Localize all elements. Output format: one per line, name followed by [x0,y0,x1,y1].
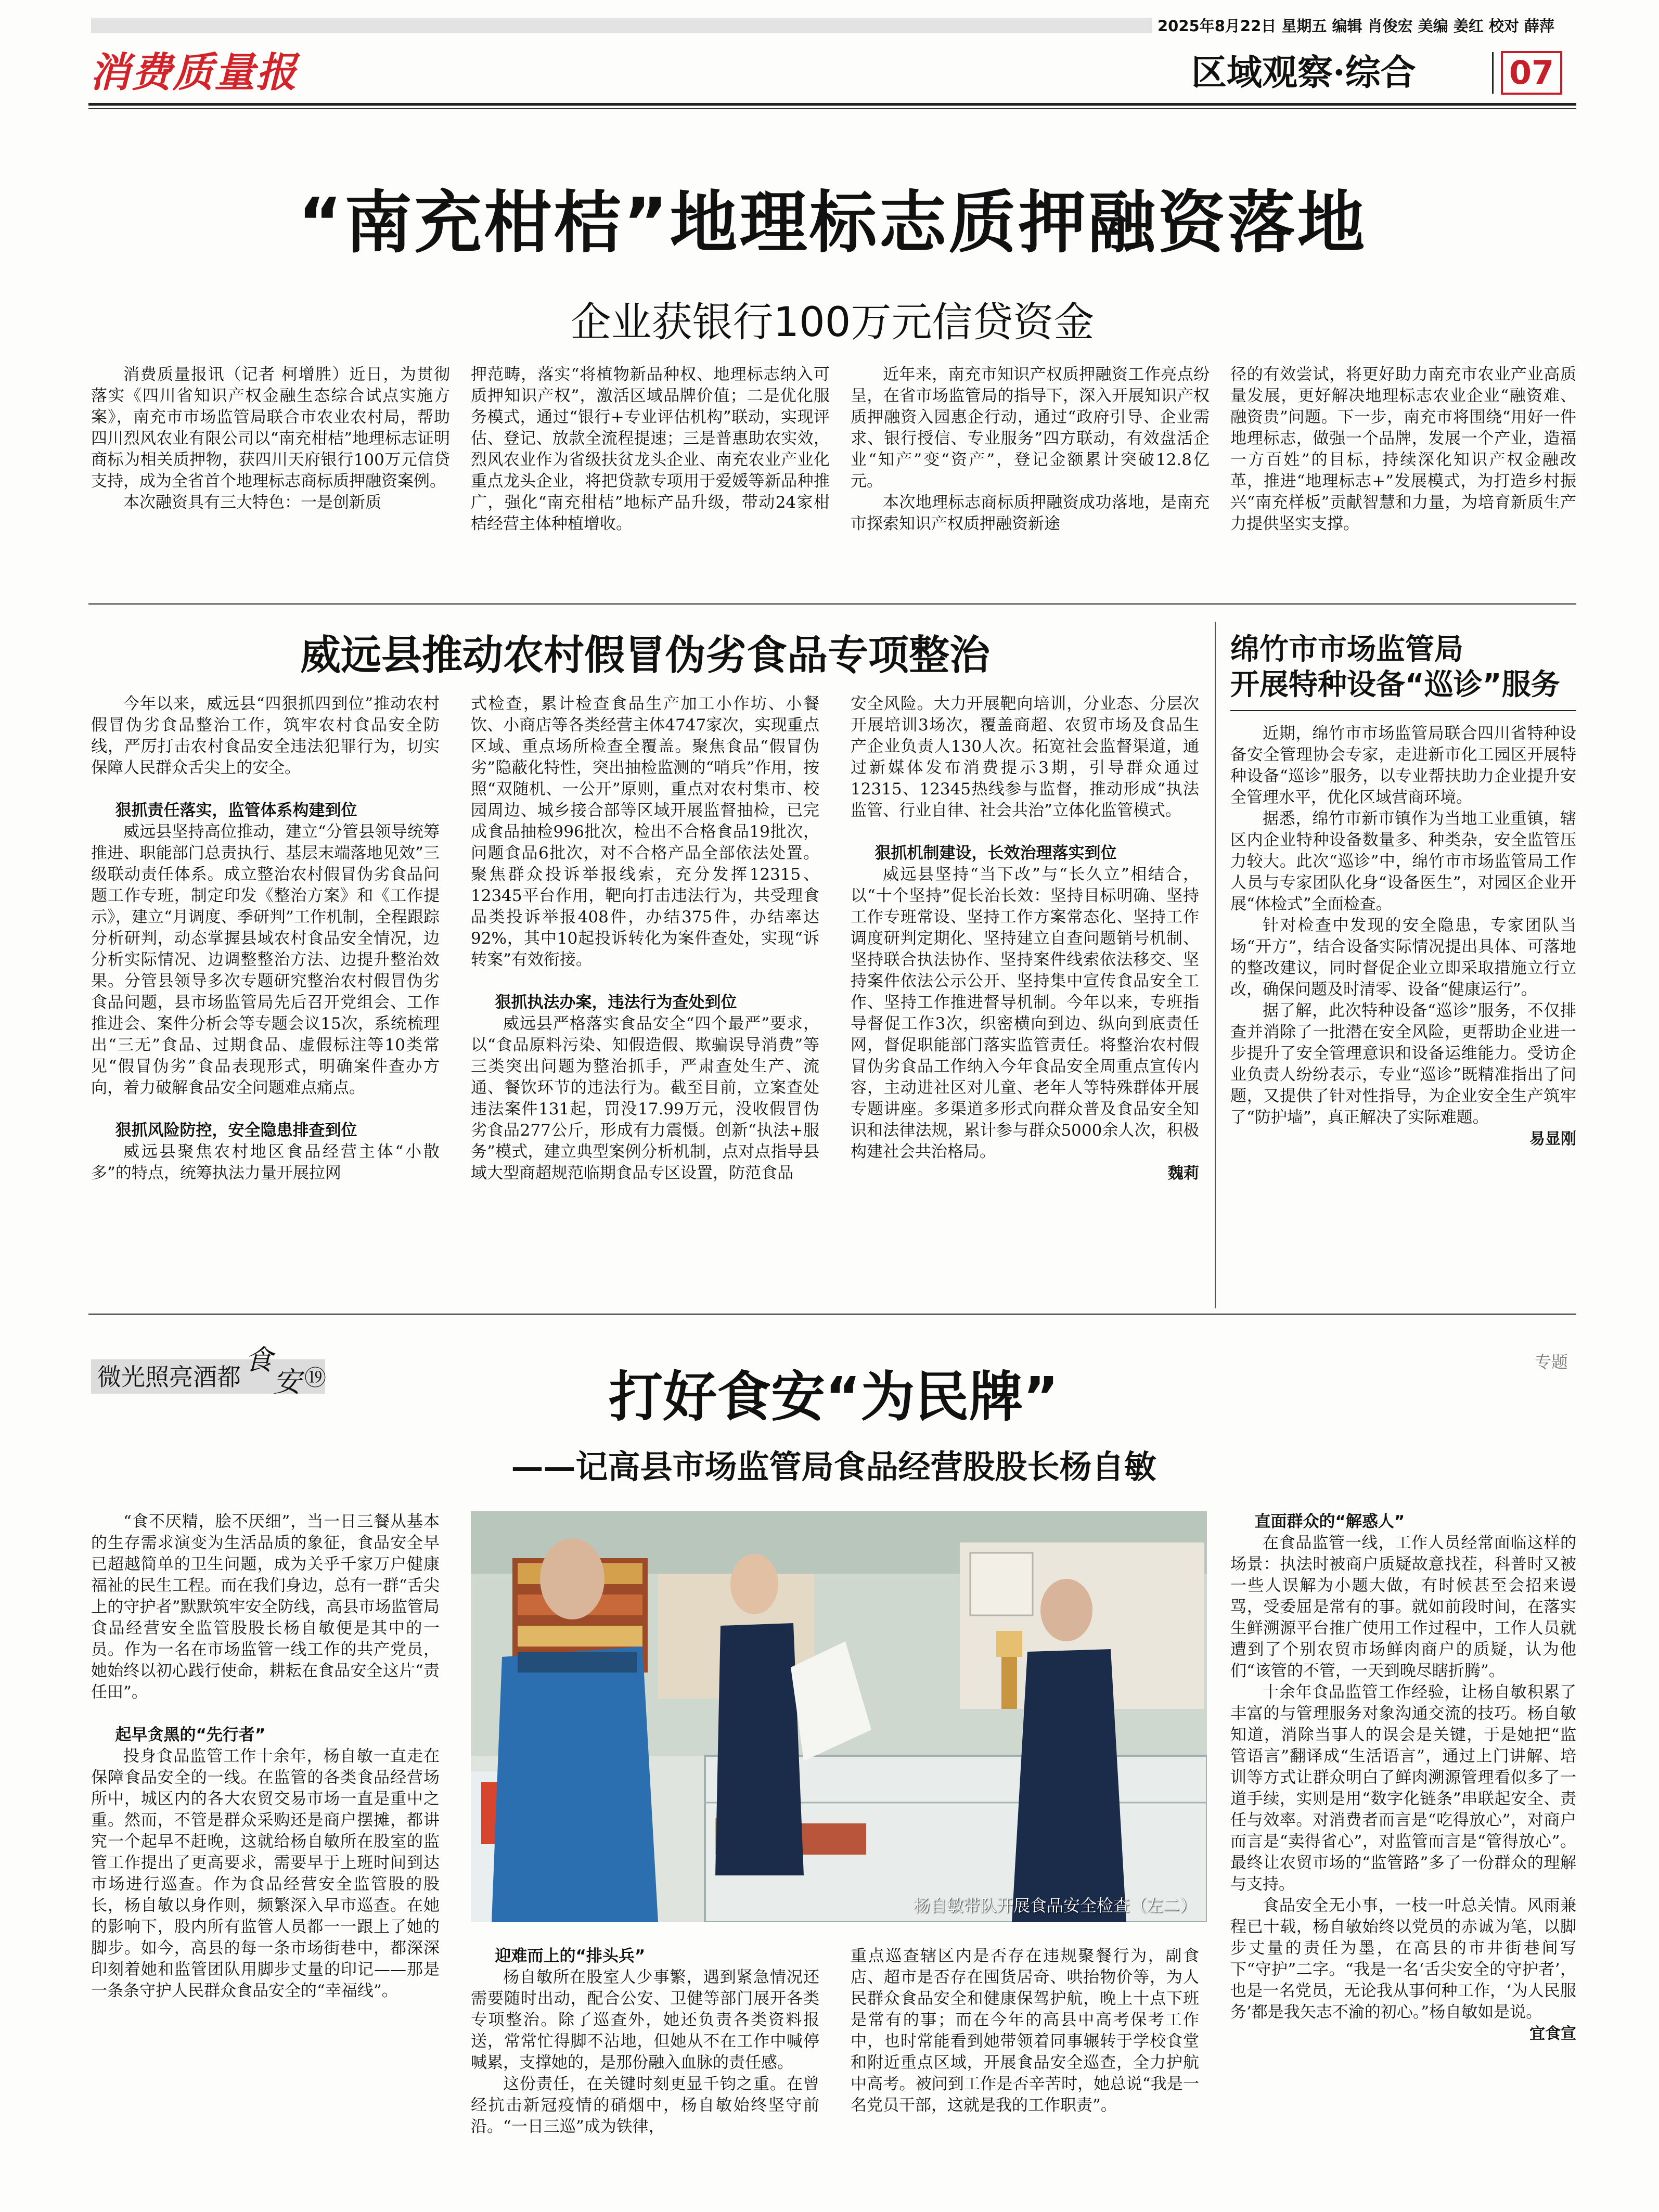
news-photo [471,1511,1207,1922]
story1-paragraph: 本次地理标志商标质押融资成功落地，是南充市探索知识产权质押融资新途 [851,493,1210,533]
header-rule [88,103,1576,106]
story1-paragraph: 本次融资具有三大特色：一是创新质 [123,493,381,512]
story1-column-2 [471,364,830,535]
story4-subheading: 直面群众的“解惑人” [1254,1512,1405,1531]
story4-paragraph: 重点巡查辖区内是否存在违规聚餐行为，副食店、超市是否存在囤货居奇、哄抬物价等，为人民群众食品安全和健康保驾护航，晚上十点下班是常有的事；而在今年的高县中高考保考工作中，也时常能看到她带领着同事辗转于学校食堂和附近重点区域，开展食品安全巡查，全力护航中高考。被问到工作是否辛苦时，她总说“我是一名党员干部，这就是我的工作职责”。 [851,1947,1199,2115]
story4-subtitle: ——记高县市场监管局食品经营股股长杨自敏 [511,1448,1156,1486]
badge-number: ⑲ [304,1365,327,1391]
story3-byline: 易显刚 [1529,1130,1576,1148]
section-divider [1492,52,1494,94]
story2-bottom-rule [88,1314,1576,1315]
badge-char-2: 安 [273,1366,301,1398]
badge-text: 微光照亮酒都 [97,1363,241,1391]
story4-paragraph: 这份责任，在关键时刻更显千钧之重。在曾经抗击新冠疫情的硝烟中，杨自敏始终坚守前沿。“一日三巡”成为铁律， [471,2075,819,2136]
story4-subheading: 起早贪黑的“先行者” [115,1726,266,1744]
story3-paragraph: 近期，绵竹市市场监管局联合四川省特种设备安全管理协会专家，走进新市化工园区开展特种设备“巡诊”服务，以专业帮扶助力企业提升安全管理水平，优化区域营商环境。 [1230,724,1576,807]
story2-subheading: 狠抓风险防控，安全隐患排查到位 [115,1121,357,1140]
section-name: 区域观察·综合 [1191,52,1416,94]
story2-paragraph: 威远县坚持高位推动，建立“分管县领导统筹推进、职能部门总责执行、基层末端落地见效”三级联动责任体系。成立整治农村假冒伪劣食品问题工作专班，制定印发《整治方案》和《工作提示》，建立“月调度、季研判”工作机制，全程跟踪分析研判，动态掌握县域农村食品安全情况，边分析实际情况、边调整整治方法、边提升整治效果。分管县领导多次专题研究整治农村假冒伪劣食品问题，县市场监管局先后召开党组会、工作推进会、案件分析会等专题会议15次，系统梳理出“三无”食品、过期食品、虚假标注等10类常见“假冒伪劣”食品表现形式，明确案件查办方向，着力破解食品安全问题难点痛点。 [91,822,440,1097]
story2-title: 威远县推动农村假冒伪劣食品专项整治 [300,632,990,679]
story1-column-1 [91,364,450,513]
story1-column-3 [851,364,1210,535]
story1-column-4 [1230,364,1576,535]
page-number-box [1501,51,1562,95]
story3-title-rule [1230,710,1576,711]
story3-title-line-1: 绵竹市市场监管局 [1230,633,1463,666]
story4-paragraph: 食品安全无小事，一枝一叶总关情。风雨兼程已十载，杨自敏始终以党员的赤诚为笔，以脚步丈量的责任为墨，在高县的市井街巷间写下“守护”二字。“我是一名‘舌尖安全的守护者’，也是一名党员，无论我从事何种工作，‘为人民服务’都是我矢志不渝的初心。”杨自敏如是说。 [1230,1896,1576,2022]
story2-paragraph: 威远县聚焦农村地区食品经营主体“小散多”的特点，统筹执法力量开展拉网 [91,1142,440,1182]
story2-paragraph: 安全风险。大力开展靶向培训，分业态、分层次开展培训3场次，覆盖商超、农贸市场及食品生产企业负责人130人次。拓宽社会监督渠道，通过新媒体发布消费提示3期，引导群众通过12315、12345热线参与监督，推动形成“执法监管、行业自律、社会共治”立体化监管模式。 [851,695,1199,820]
story4-title: 打好食安“为民牌” [609,1365,1059,1429]
story3-paragraph: 据悉，绵竹市新市镇作为当地工业重镇，辖区内企业特种设备数量多、种类杂，安全监管压力较大。此次“巡诊”中，绵竹市市场监管局工作人员与专家团队化身“设备医生”，对园区企业开展“体检式”全面检查。 [1230,809,1576,914]
story4-byline: 宜食宣 [1529,2025,1576,2043]
story1-title: “南充柑桔”地理标志质押融资落地 [298,183,1367,262]
story1-bottom-rule [88,603,1576,605]
story1-paragraph: 消费质量报讯（记者 柯增胜）近日，为贯彻落实《四川省知识产权金融生态综合试点实施方案》，南充市市场监管局联合市农业农村局，帮助四川烈风农业有限公司以“南充柑桔”地理标志证明商标为相关质押物，获四川天府银行100万元信贷支持，成为全省首个地理标志商标质押融资案例。 [91,365,450,491]
story2-paragraph: 今年以来，威远县“四狠抓四到位”推动农村假冒伪劣食品整治工作，筑牢农村食品安全防线，严厉打击农村食品安全违法犯罪行为，切实保障人民群众舌尖上的安全。 [91,695,440,777]
story3-paragraph: 针对检查中发现的安全隐患，专家团队当场“开方”，结合设备实际情况提出具体、可落地的整改建议，同时督促企业立即采取措施立行立改，确保问题及时清零、设备“健康运行”。 [1230,916,1576,999]
story4-column-4 [1230,1511,1576,2044]
story2-subheading: 狠抓执法办案，违法行为查处到位 [495,993,737,1012]
story4-column-1 [91,1511,440,2002]
photo-illustration [471,1511,1207,1922]
story1-subtitle: 企业获银行100万元信贷资金 [570,299,1095,346]
story4-column-2 [471,1946,819,2138]
story3-body [1230,723,1576,1150]
story4-paragraph: 在食品监管一线，工作人员经常面临这样的场景：执法时被商户质疑故意找茬，科普时又被一些人误解为小题大做，有时候甚至会招来谩骂，受委屈是常有的事。就如前段时间，在落实生鲜溯源平台推广使用工作过程中，工作人员就遭到了个别农贸市场鲜肉商户的质疑，认为他们“该管的不管，一天到晚尽瞎折腾”。 [1230,1534,1576,1680]
story2-byline: 魏莉 [1168,1164,1199,1182]
story2-paragraph: 威远县严格落实食品安全“四个最严”要求，以“食品原料污染、知假造假、欺骗误导消费”等三类突出问题为整治抓手，严肃查处生产、流通、餐饮环节的违法行为。截至目前，立案查处违法案件131起，罚没17.99万元，没收假冒伪劣食品277公斤，形成有力震慑。创新“执法+服务”模式，建立典型案例分析机制，点对点指导县域大型商超规范临期食品专区设置，防范食品 [471,1014,819,1182]
story1-paragraph: 押范畴，落实“将植物新品种权、地理标志纳入可质押知识产权”，激活区域品牌价值；二是优化服务模式，通过“银行+专业评估机构”联动，实现评估、登记、放款全流程提速；三是普惠助农实效，烈风农业作为省级扶贫龙头企业、南充农业产业化重点龙头企业，将把贷款专项用于爱媛等新品种推广，强化“南充柑桔”地标产品升级，带动24家柑桔经营主体种植增收。 [471,365,830,533]
story2-paragraph: 式检查，累计检查食品生产加工小作坊、小餐饮、小商店等各类经营主体4747家次，实现重点区域、重点场所检查全覆盖。聚焦食品“假冒伪劣”隐蔽化特性，突出抽检监测的“哨兵”作用，按照“双随机、一公开”原则，重点对农村集市、校园周边、城乡接合部等区域开展监督抽检，已完成食品抽检996批次，检出不合格食品19批次，问题食品6批次，对不合格产品全部依法处置。聚焦群众投诉举报线索，充分发挥12315、12345平台作用，靶向打击违法行为，共受理食品类投诉举报408件，办结375件，办结率达92%，其中10起投诉转化为案件查处，实现“诉转案”有效衔接。 [471,695,819,969]
photo-caption: 杨自敏带队开展食品安全检查（左二） [913,1896,1197,1915]
story2-subheading: 狠抓机制建设，长效治理落实到位 [874,844,1117,863]
story1-paragraph: 径的有效尝试，将更好助力南充市农业产业高质量发展，更好解决地理标志农业企业“融资难、融资贵”问题。下一步，南充市将围绕“用好一件地理标志，做强一个品牌，发展一个产业，造福一方百姓”的目标，持续深化知识产权金融改革，推进“地理标志+”发展模式，为打造乡村振兴“南充样板”贡献智慧和力量，为培育新质生产力提供坚实支撑。 [1230,365,1576,533]
story2-column-1 [91,693,440,1184]
story4-subheading: 迎难而上的“排头兵” [495,1947,646,1965]
story2-column-3 [851,693,1199,1184]
story4-paragraph: 杨自敏所在股室人少事繁，遇到紧急情况还需要随时出动，配合公安、卫健等部门展开各类专项整治。除了巡查外，她还负责各类资料报送，常常忙得脚不沾地，但她从不在工作中喊停喊累，支撑她的，是那份融入血脉的责任感。 [471,1968,819,2072]
story4-paragraph: 投身食品监管工作十余年，杨自敏一直走在保障食品安全的一线。在监管的各类食品经营场所中，城区内的各大农贸交易市场一直是重中之重。然而，不管是群众采购还是商户摆摊，都讲究一个起早不赶晚，这就给杨自敏所在股室的监管工作提出了更高要求，需要早于上班时间到达市场进行巡查。作为食品经营安全监管股的股长，杨自敏以身作则，频繁深入早市巡查。在她的影响下，股内所有监管人员都一一跟上了她的脚步。如今，高县的每一条市场街巷中，都深深印刻着她和监管团队用脚步丈量的印记——那是一条条守护人民群众食品安全的“幸福线”。 [91,1747,440,2000]
header-top-bar [91,18,1152,33]
story4-paragraph: “食不厌精，脍不厌细”，当一日三餐从基本的生存需求演变为生活品质的象征，食品安全早已超越简单的卫生问题，成为关乎千家万户健康福祉的民生工程。而在我们身边，总有一群“舌尖上的守护者”默默筑牢安全防线，高县市场监管局食品经营安全监管股股长杨自敏便是其中的一员。作为一名在市场监管一线工作的共产党员，她始终以初心践行使命，耕耘在食品安全这片“责任田”。 [91,1512,440,1702]
story3-paragraph: 据了解，此次特种设备“巡诊”服务，不仅排查并消除了一批潜在安全风险，更帮助企业进一步提升了安全管理意识和设备运维能力。受访企业负责人纷纷表示，专业“巡诊”既精准指出了问题，又提供了针对性指导，为企业安全生产筑牢了“防护墙”，真正解决了实际难题。 [1230,1001,1576,1127]
masthead-logo: 消费质量报 [89,49,298,96]
story1-paragraph: 近年来，南充市知识产权质押融资工作亮点纷呈，在省市场监管局的指导下，深入开展知识产权质押融资入园惠企行动，通过“政府引导、企业需求、银行授信、专业服务”四方联动，有效盘活企业“知产”变“资产”，登记金额累计突破12.8亿元。 [851,365,1210,491]
header-rule-thin [88,108,1576,109]
story2-paragraph: 威远县坚持“当下改”与“长久立”相结合，以“十个坚持”促长治长效：坚持目标明确、坚持工作专班常设、坚持工作方案常态化、坚持工作调度研判定期化、坚持建立自查问题销号机制、坚持联合执法协作、坚持案件线索依法移交、坚持案件依法公示公开、坚持集中宣传食品安全工作、坚持工作推进督导机制。今年以来，专班指导督促工作3次，织密横向到边、纵向到底责任网，督促职能部门落实监管责任。将整治农村假冒伪劣食品工作纳入今年食品安全周重点宣传内容，主动进社区对儿童、老年人等特殊群体开展专题讲座。多渠道多形式向群众普及食品安全知识和法律法规，累计参与群众5000余人次，积极构建社会共治格局。 [851,865,1199,1161]
badge-char-1: 食 [245,1344,273,1377]
story2-subheading: 狠抓责任落实，监管体系构建到位 [115,801,357,820]
story4-paragraph: 十余年食品监管工作经验，让杨自敏积累了丰富的与管理服务对象沟通交流的技巧。杨自敏知道，消除当事人的误会是关键，于是她把“监管语言”翻译成“生活语言”，通过上门讲解、培训等方式让群众明白了鲜肉溯源管理看似多了一道手续，实则是用“数字化链条”串联起安全、责任与效率。对消费者而言是“吃得放心”，对商户而言是“卖得省心”，对监管而言是“管得放心”。最终让农贸市场的“监管路”多了一份群众的理解与支持。 [1230,1683,1576,1894]
page-number: 07 [1509,54,1554,92]
story2-column-2 [471,693,819,1184]
date-line: 2025年8月22日 星期五 编辑 肖俊宏 美编 姜红 校对 薛萍 [1158,17,1554,35]
column-divider [1215,622,1216,1308]
story4-column-3 [851,1946,1199,2116]
story3-title-line-2: 开展特种设备“巡诊”服务 [1230,668,1560,702]
topic-tag: 专题 [1535,1352,1568,1372]
